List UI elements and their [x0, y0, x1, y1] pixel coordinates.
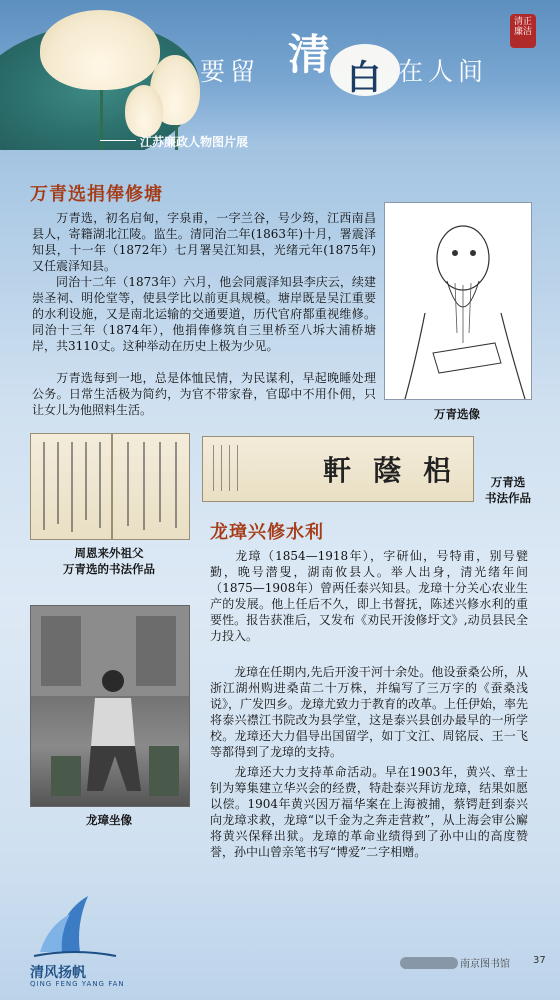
seal-text: 清正廉洁: [513, 17, 532, 37]
title-part-4: 在人间: [398, 57, 489, 86]
calligraphy-char: 蔭: [373, 454, 402, 487]
ink-mountain-decoration: [400, 957, 458, 969]
header-banner: [0, 0, 560, 150]
calligraphy-char: 軒: [323, 454, 352, 487]
portrait-caption: 万青选像: [434, 407, 480, 421]
section2-paragraph: 龙璋还大力支持革命活动。早在1903年，黄兴、章士钊为筹集建立华兴会的经费，特赴泰兴拜访龙璋，结果如愿以偿。1904年黄兴因万福华案在上海被捕，蔡锷赶到泰兴向龙璋求救，龙璋“以千金为之奔走营救”，从上海会审公廨将黄兴保释出狱。龙璋的革命业绩得到了孙中山的高度赞誉，孙中山曾亲笔书写“博爱”二字相赠。: [210, 765, 528, 859]
sail-logo-icon: [30, 892, 120, 962]
seated-figure-icon: [31, 606, 189, 806]
section2-paragraph: 龙璋（1854—1918年），字研仙，号特甫，别号甓勤，晚号潜叟，湖南攸县人。举人出身，清光绪年间（1875—1908年）曾两任泰兴知县。龙璋十分关心农业生产的发展。他上任后不久，即上书督抚，陈述兴修水利的重要性。报告获准后，又发布《劝民开浚修圩文》,动员县民全力投入。: [210, 549, 528, 643]
red-seal-stamp: [510, 14, 536, 48]
title-part-2: 清: [288, 30, 331, 79]
title-part-3: 白: [347, 58, 381, 98]
long-zhang-photo: [30, 605, 190, 807]
lotus-bud-icon: [125, 85, 163, 137]
calligraphy-scroll-right: [112, 433, 190, 540]
calligraphy-caption-left: 周恩来外祖父 万青选的书法作品: [63, 546, 155, 576]
calligraphy-banner: [202, 436, 474, 502]
section1-paragraph: 万青选，初名启甸，字泉甫，一字兰谷，号少筠，江西南昌县人，寄籍湖北江陵。监生。清同治二年(1863年)十月，署震泽知县，十一年（1872年）七月署吴江知县，光绪元年(1875年)又任震泽知县。: [32, 211, 376, 273]
subtitle-dash: [100, 140, 136, 141]
title-part-1: 要留: [200, 57, 261, 86]
section2-heading: 龙璋兴修水利: [210, 522, 324, 543]
logo-text: 清风扬帆: [30, 965, 86, 981]
section1-heading: 万青选捐俸修塘: [30, 184, 163, 205]
section2-paragraph: 龙璋在任期内,先后开浚干河十余处。他设蚕桑公所，从浙江湖州购进桑苗二十万株，并编写了三万字的《蚕桑浅说》，广发四乡。龙璋尤致力于教育的改革。上任伊始，率先将泰兴襟江书院改为县学堂，这是泰兴县创办最早的一所学校。龙璋还大力倡导出国留学，如丁文江、周铭辰、王一飞等都得到了龙璋的支持。: [210, 665, 529, 759]
wan-qingxuan-portrait: [384, 202, 532, 400]
exhibition-subtitle: 江苏廉政人物图片展: [140, 135, 249, 149]
section1-paragraph: 同治十二年（1873年）六月，他会同震泽知县李庆云，续建崇圣祠、明伦堂等，使县学比以前更具规模。塘岸既是吴江重要的水利设施，又是南北运输的交通要道，历代官府都重视维修。同治十三年（1874年），他捐俸修筑自三里桥至八坼大浦桥塘岸，共3110丈。这种举动在历史上极为少见。: [32, 275, 376, 353]
lotus-flower-icon: [40, 10, 160, 90]
section1-paragraph: 万青选每到一地，总是体恤民情，为民谋利，早起晚睡处理公务。日常生活极为简约，为官不带家眷，官邸中不用仆佣，只让女儿为他照料生活。: [32, 371, 376, 417]
page-number: 37: [533, 955, 546, 966]
photo-caption: 龙璋坐像: [86, 813, 132, 827]
logo-subtext: QING FENG YANG FAN: [30, 980, 125, 988]
calligraphy-scroll-left: [30, 433, 112, 540]
library-brand: 南京图书馆: [460, 959, 510, 970]
calligraphy-char: 梠: [423, 454, 452, 487]
portrait-sketch-icon: [385, 203, 531, 399]
calligraphy-caption-right: 万青选 书法作品: [485, 475, 531, 505]
